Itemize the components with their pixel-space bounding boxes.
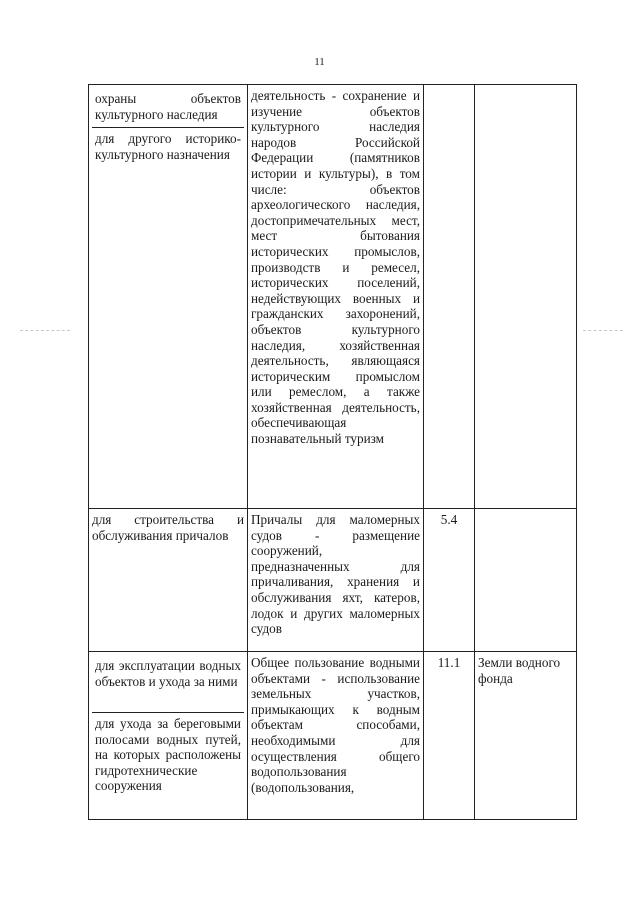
classifier-code: 5.4 (440, 512, 458, 527)
permitted-use-name: охраны объектов культурного наследия (95, 91, 241, 122)
scan-artifact-right (583, 330, 623, 332)
permitted-use-name: для эксплуатации водных объектов и ухода за ними (95, 658, 241, 689)
land-category-cell (475, 652, 577, 820)
classifier-code-cell (424, 509, 475, 652)
permitted-use-name-cell (89, 652, 248, 820)
permitted-use-name: для строительства и обслуживания причалов (92, 512, 244, 543)
table-row (89, 85, 577, 509)
page-number: 11 (314, 56, 325, 68)
permitted-use-name-cell (89, 509, 248, 652)
classifier-code-cell (424, 652, 475, 820)
table-row (89, 652, 577, 820)
land-use-table (88, 84, 577, 820)
use-description-cell (248, 509, 424, 652)
scan-artifact-left (20, 330, 70, 332)
land-category-cell (475, 85, 577, 509)
use-description: Причалы для маломерных судов - размещение сооружений, предназначенных для причаливания, хранения и обслуживания яхт, катеров, лодок и других маломерных судов (251, 512, 420, 637)
use-description: деятельность - сохранение и изучение объектов культурного наследия народов Российской Федерации (памятников истории и культуры), в том числе: объектов археологического наследия, достопримечательных мест, мест бытования исторических промыслов, производств и ремесел, исторических поселений, недействующих военных и гражданских захоронений, объектов культурного наследия, хозяйственная деятельность, являющаяся историческим промыслом или ремеслом, а также хозяйственная деятельность, обеспечивающая познавательный туризм (251, 88, 420, 447)
permitted-use-name: для другого историко-культурного назначения (92, 127, 244, 164)
use-description: Общее пользование водными объектами - использование земельных участков, примыкающих к водным объектам способами, необходимыми для осуществления общего водопользования (водопользования, (251, 655, 420, 795)
land-category-cell (475, 509, 577, 652)
use-description-cell (248, 85, 424, 509)
land-category: Земли водного фонда (478, 655, 561, 686)
permitted-use-name-cell (89, 85, 248, 509)
use-description-cell (248, 652, 424, 820)
classifier-code-cell (424, 85, 475, 509)
permitted-use-name: для ухода за береговыми полосами водных путей, на которых расположены гидротехнические сооружения (92, 712, 244, 796)
table-row (89, 509, 577, 652)
classifier-code: 11.1 (437, 655, 461, 670)
